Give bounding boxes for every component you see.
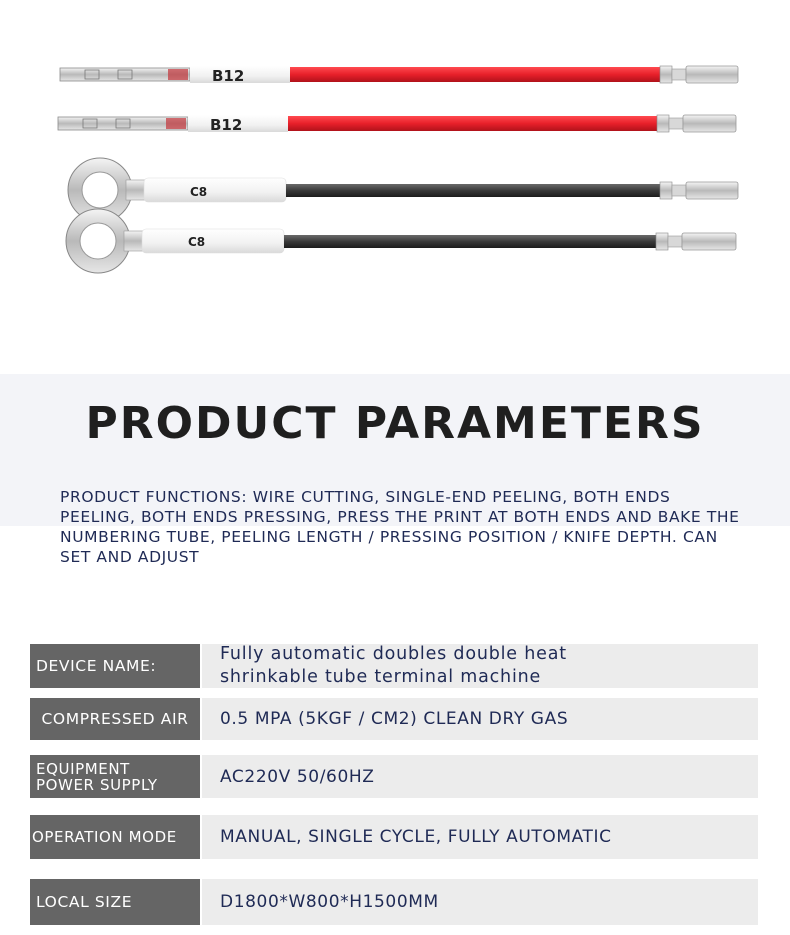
wire-harness-illustration: [0, 0, 790, 372]
param-row-operation-mode: [30, 815, 758, 859]
param-row-power-supply: [30, 755, 758, 798]
param-row-local-size: [30, 879, 758, 925]
param-row-compressed-air: [30, 698, 758, 740]
wire-label: B12: [210, 116, 243, 134]
wire-b12-bottom: [58, 115, 736, 132]
param-value-line: Fully automatic doubles double heat: [220, 644, 567, 664]
param-label-line: EQUIPMENT: [36, 759, 130, 778]
param-value: AC220V 50/60HZ: [202, 755, 758, 798]
wire-c8-bottom: [66, 209, 736, 273]
param-label: OPERATION MODE: [30, 815, 200, 859]
section-title: PRODUCT PARAMETERS: [85, 398, 705, 449]
wire-c8-top: [68, 158, 738, 222]
param-label: LOCAL SIZE: [30, 879, 200, 925]
param-value: 0.5 MPA (5KGF / CM2) CLEAN DRY GAS: [202, 698, 758, 740]
product-functions-text: PRODUCT FUNCTIONS: WIRE CUTTING, SINGLE-END PEELING, BOTH ENDS PEELING, BOTH ENDS PRESSING, PRESS THE PRINT AT BOTH ENDS AND BAKE THE NUMBERING TUBE, PEELING LENGTH / PRESSING POSITION / KNIFE DEPTH. CAN SET AND ADJUST: [60, 488, 740, 566]
param-value-line: shrinkable tube terminal machine: [220, 667, 542, 687]
param-value: MANUAL, SINGLE CYCLE, FULLY AUTOMATIC: [202, 815, 758, 859]
param-value: D1800*W800*H1500MM: [202, 879, 758, 925]
param-value: [202, 644, 758, 688]
param-label: DEVICE NAME:: [30, 644, 200, 688]
wire-label: C8: [190, 185, 208, 199]
wire-b12-top: [60, 66, 738, 83]
product-photo: [0, 0, 790, 372]
param-label: COMPRESSED AIR: [30, 698, 200, 740]
param-label-line: POWER SUPPLY: [36, 775, 158, 794]
param-label: [30, 755, 200, 798]
wire-label: B12: [212, 67, 245, 85]
wire-label: C8: [188, 235, 206, 249]
param-row-device-name: [30, 644, 758, 688]
